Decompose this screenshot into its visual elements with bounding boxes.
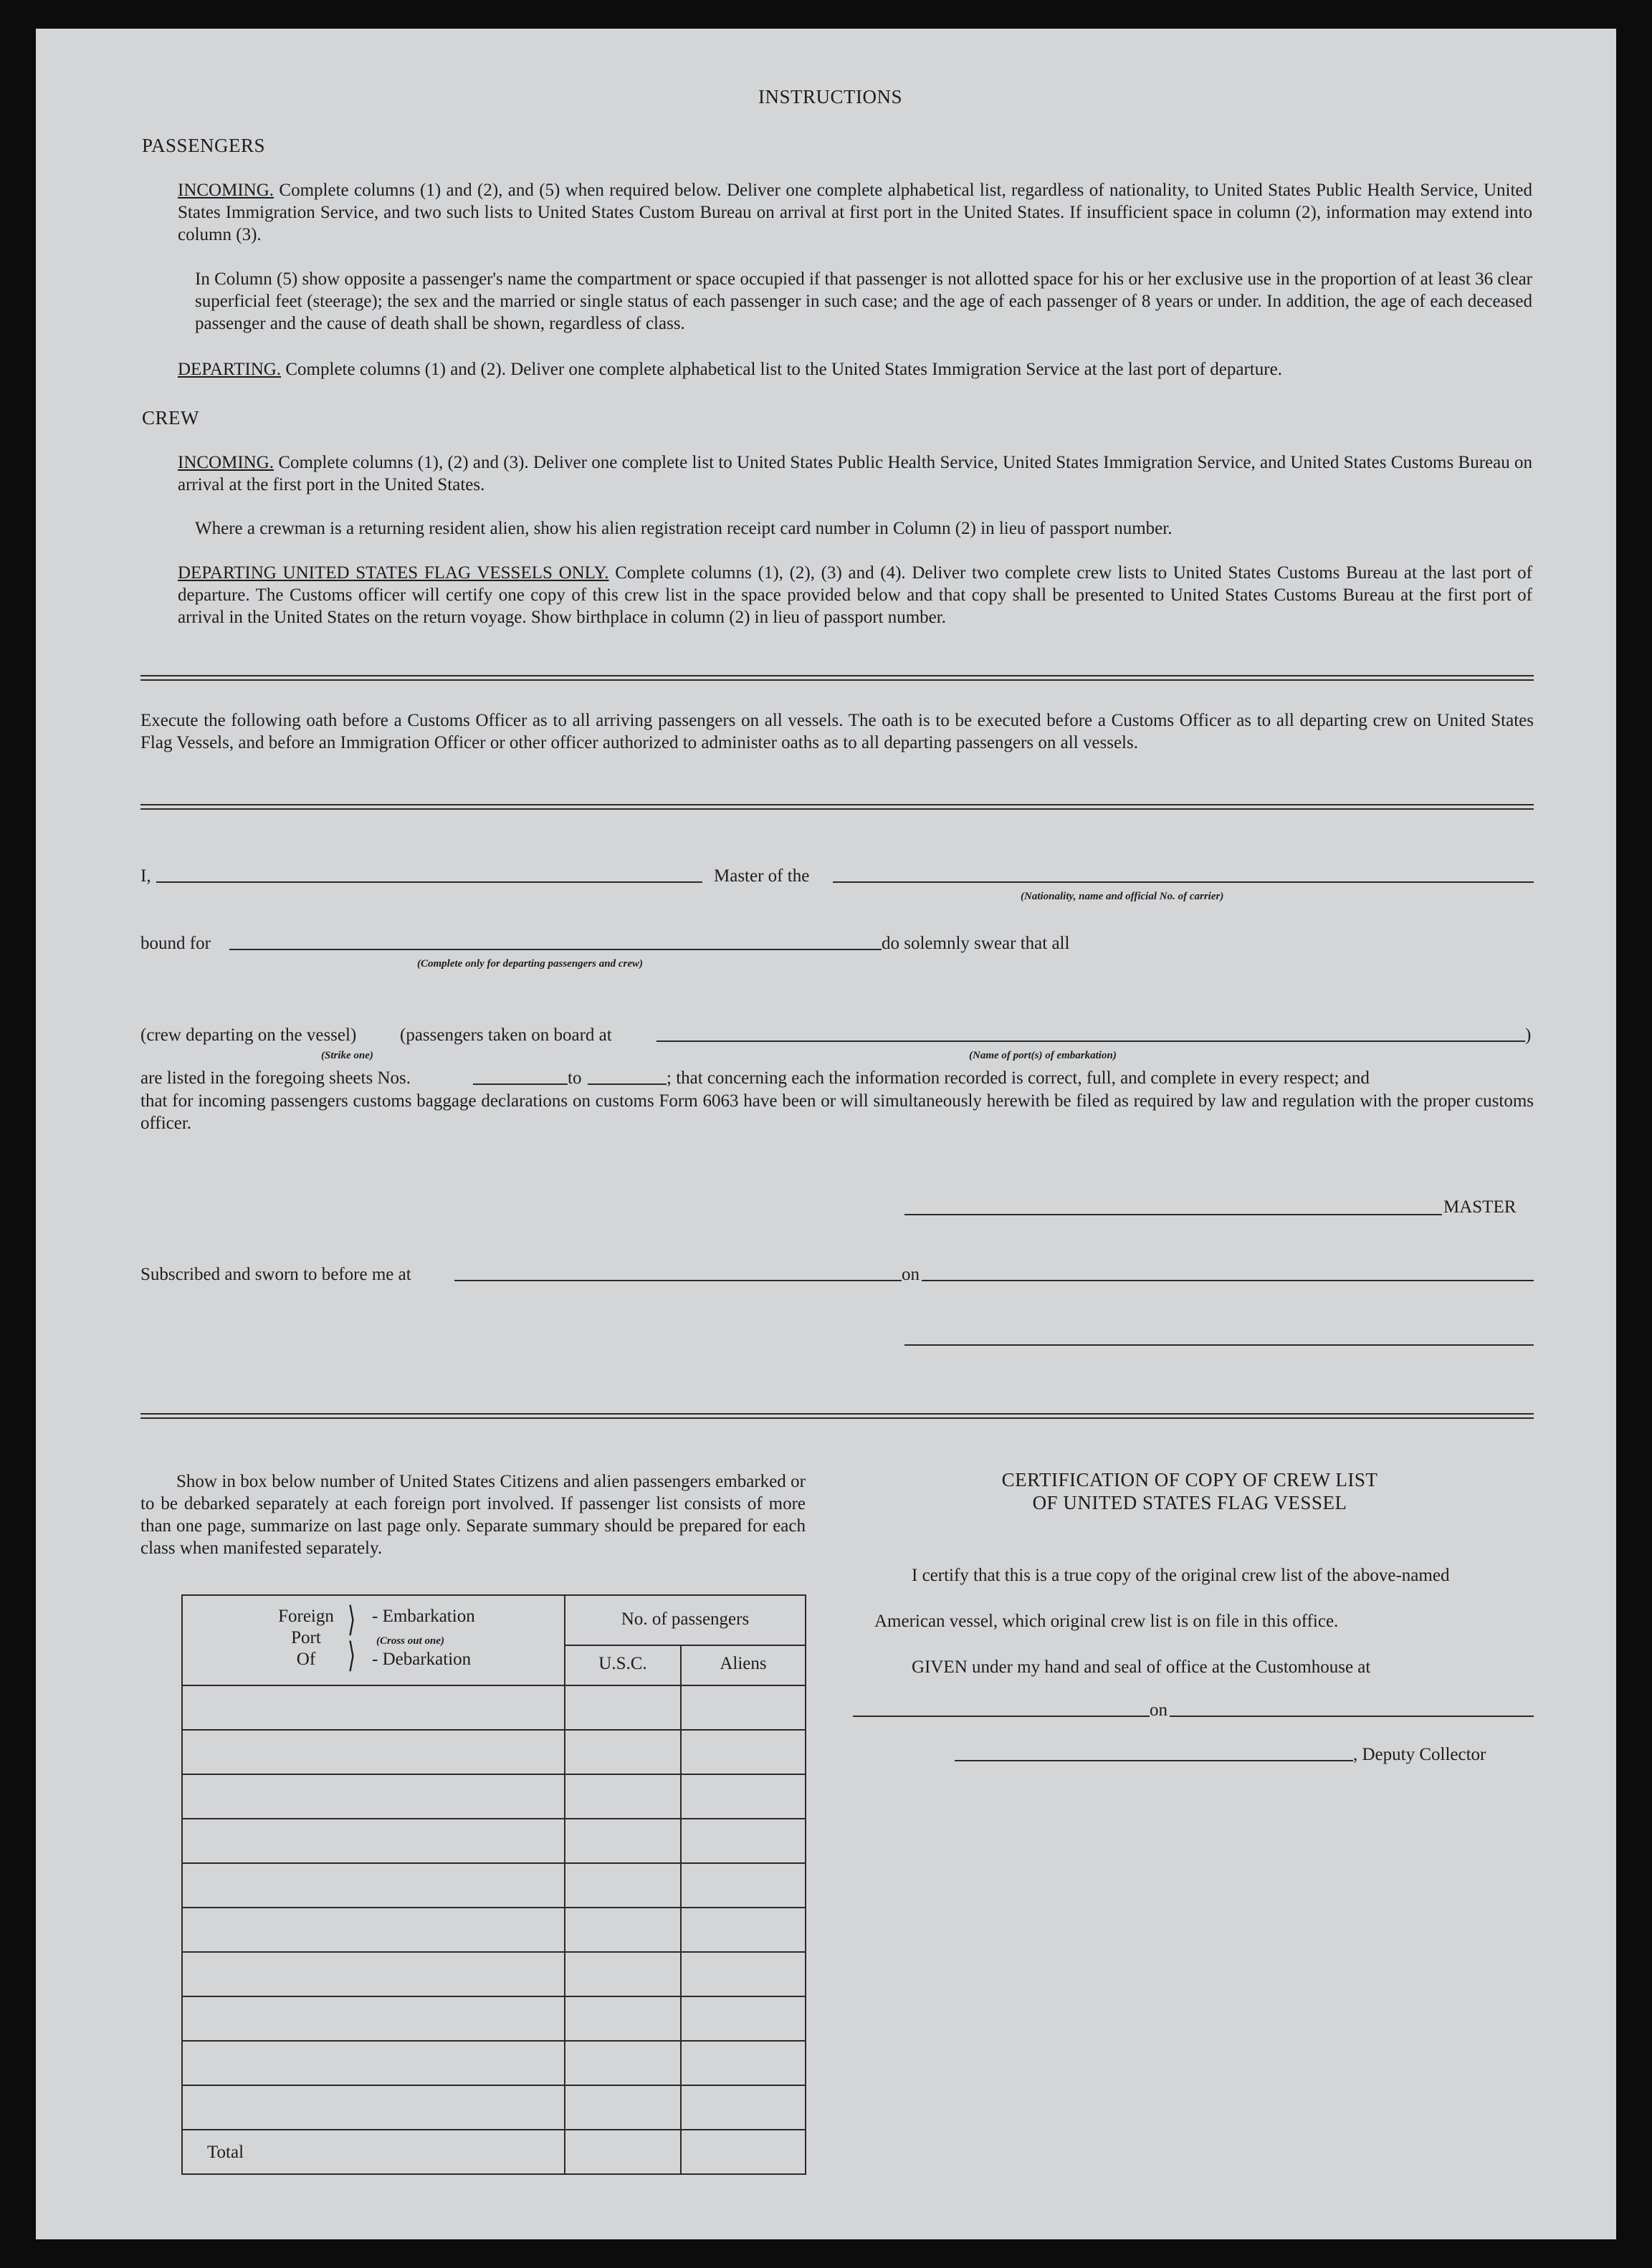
deputy-collector-label: , Deputy Collector (1353, 1745, 1486, 1764)
passenger-summary-table (181, 1594, 806, 2175)
sworn-on-label: on (902, 1265, 920, 1284)
customhouse-line[interactable] (853, 1716, 1150, 1717)
listed-rest-line1: ; that concerning each the information recorded is correct, full, and complete in every respect; and (667, 1068, 1370, 1088)
passengers-departing-label: DEPARTING. (178, 360, 282, 379)
sheet-from-line[interactable] (473, 1083, 568, 1085)
subscribed-label: Subscribed and sworn to before me at (140, 1265, 411, 1284)
certification-title-line2: OF UNITED STATES FLAG VESSEL (1032, 1492, 1347, 1513)
crew-departing-label: DEPARTING UNITED STATES FLAG VESSELS ONLY. (178, 563, 609, 583)
passengers-incoming-paragraph (178, 179, 1532, 246)
passengers-incoming-label: INCOMING. (178, 181, 274, 200)
certification-on-label: on (1150, 1700, 1168, 1720)
of-label: Of (296, 1650, 316, 1669)
crew-departing-option[interactable]: (crew departing on the vessel) (140, 1025, 357, 1045)
ports-close-paren: ) (1525, 1025, 1532, 1045)
bound-for-label: bound for (140, 934, 211, 953)
crew-departing-text: Complete columns (1), (2), (3) and (4). Deliver two complete crew lists to United States Customs Bureau at the last port of departure. The Customs officer will certify one copy of this crew list in the space provided below and that copy shall be presented to United States Customs Bureau at the first port of arrival in the United States on the return voyage. Show birthplace in column (2) in lieu of passport number. (178, 563, 1533, 627)
sworn-on-line[interactable] (922, 1280, 1534, 1281)
debarkation-option[interactable]: - Debarkation (372, 1650, 472, 1669)
no-of-passengers-header: No. of passengers (621, 1609, 750, 1629)
crew-resident-paragraph: Where a crewman is a returning resident alien, show his alien registration receipt card number in Column (2) in lieu of passport number. (195, 519, 1173, 538)
embarkation-option[interactable]: - Embarkation (372, 1607, 475, 1626)
certification-title-line1: CERTIFICATION OF COPY OF CREW LIST (1001, 1469, 1378, 1491)
form-page (36, 29, 1616, 2239)
passengers-departing-paragraph (178, 358, 1532, 381)
usc-header: U.S.C. (598, 1654, 647, 1673)
page-title: INSTRUCTIONS (758, 86, 903, 107)
port-label: Port (291, 1628, 321, 1647)
complete-only-hint: (Complete only for departing passengers and crew) (417, 958, 643, 970)
crew-incoming-paragraph (178, 451, 1532, 496)
foreign-label: Foreign (278, 1607, 334, 1626)
listed-rest: that for incoming passengers customs baggage declarations on customs Form 6063 have been or will simultaneously herewith be filed as required by law and regulation with the proper customs officer. (140, 1091, 1534, 1133)
certify-line2: American vessel, which original crew list is on file in this office. (874, 1612, 1339, 1631)
cross-out-hint: (Cross out one) (376, 1635, 445, 1647)
ports-line[interactable] (656, 1040, 1525, 1042)
master-signature-line[interactable] (904, 1214, 1442, 1215)
crew-incoming-label: INCOMING. (178, 453, 274, 472)
aliens-header: Aliens (720, 1654, 767, 1673)
strike-one-hint: (Strike one) (321, 1050, 373, 1061)
nationality-hint: (Nationality, name and official No. of carrier) (1021, 891, 1224, 902)
master-of-label: Master of the (714, 866, 810, 886)
divider-double-3 (140, 1413, 1534, 1419)
certify-line1: I certify that this is a true copy of the original crew list of the above-named (912, 1566, 1450, 1585)
passengers-departing-text: Complete columns (1) and (2). Deliver one complete alphabetical list to the United States Immigration Service at the last port of departure. (285, 360, 1282, 379)
passengers-heading: PASSENGERS (142, 135, 266, 156)
master-name-line[interactable] (156, 881, 702, 883)
crew-departing-paragraph (178, 562, 1532, 628)
given-text: GIVEN under my hand and seal of office at the Customhouse at (912, 1657, 1371, 1677)
oath-intro: Execute the following oath before a Customs Officer as to all arriving passengers on all vessels. The oath is to be executed before a Customs Officer as to all departing crew on United States Flag Vessels, and before an Immigration Officer or other officer authorized to administer oaths as to all departing passengers on all vessels. (140, 711, 1534, 752)
deputy-signature-line[interactable] (955, 1760, 1353, 1761)
brace-icon: ⟩ (348, 1637, 356, 1675)
sworn-at-line[interactable] (454, 1280, 902, 1281)
passengers-taken-option[interactable]: (passengers taken on board at (400, 1025, 612, 1045)
sheet-to-line[interactable] (588, 1083, 667, 1085)
swear-text: do solemnly swear that all (882, 934, 1070, 953)
bound-for-line[interactable] (229, 949, 882, 950)
divider-double-2 (140, 804, 1534, 810)
carrier-line[interactable] (833, 881, 1534, 883)
crew-heading: CREW (142, 407, 199, 429)
passengers-incoming-text: Complete columns (1) and (2), and (5) when required below. Deliver one complete alphabetical list, regardless of nationality, to United States Public Health Service, United States Immigration Service, and two such lists to United States Custom Bureau on arrival at first port in the United States. If insufficient space in column (2), information may extend into column (3). (178, 181, 1533, 244)
divider-double-1 (140, 675, 1534, 681)
listed-prefix: are listed in the foregoing sheets Nos. (140, 1068, 411, 1088)
summary-instructions: Show in box below number of United States Citizens and alien passengers embarked or to be debarked separately at each foreign port involved. If passenger list consists of more than one page, summarize on last page only. Separate summary should be prepared for each class when manifested separately. (140, 1472, 806, 1558)
total-label: Total (207, 2143, 244, 2162)
certification-date-line[interactable] (1170, 1716, 1534, 1717)
passengers-column5-paragraph: In Column (5) show opposite a passenger's name the compartment or space occupied if that passenger is not allotted space for his or her exclusive use in the proportion of at least 36 clear superficial feet (steerage); the sex and the married or single status of each passenger in such case; and the age of each passenger of 8 years or under. In addition, the age of each deceased passenger and the cause of death shall be shown, regardless of class. (195, 269, 1532, 333)
oath-i-label: I, (140, 866, 151, 886)
sheet-to-label: to (568, 1068, 582, 1088)
officer-signature-line[interactable] (904, 1344, 1534, 1346)
brace-icon: ⟩ (348, 1601, 356, 1639)
ports-hint: (Name of port(s) of embarkation) (969, 1050, 1117, 1061)
crew-incoming-text: Complete columns (1), (2) and (3). Deliver one complete list to United States Public Health Service, United States Immigration Service, and United States Customs Bureau on arrival at the first port in the United States. (178, 453, 1532, 494)
master-label: MASTER (1443, 1197, 1517, 1217)
